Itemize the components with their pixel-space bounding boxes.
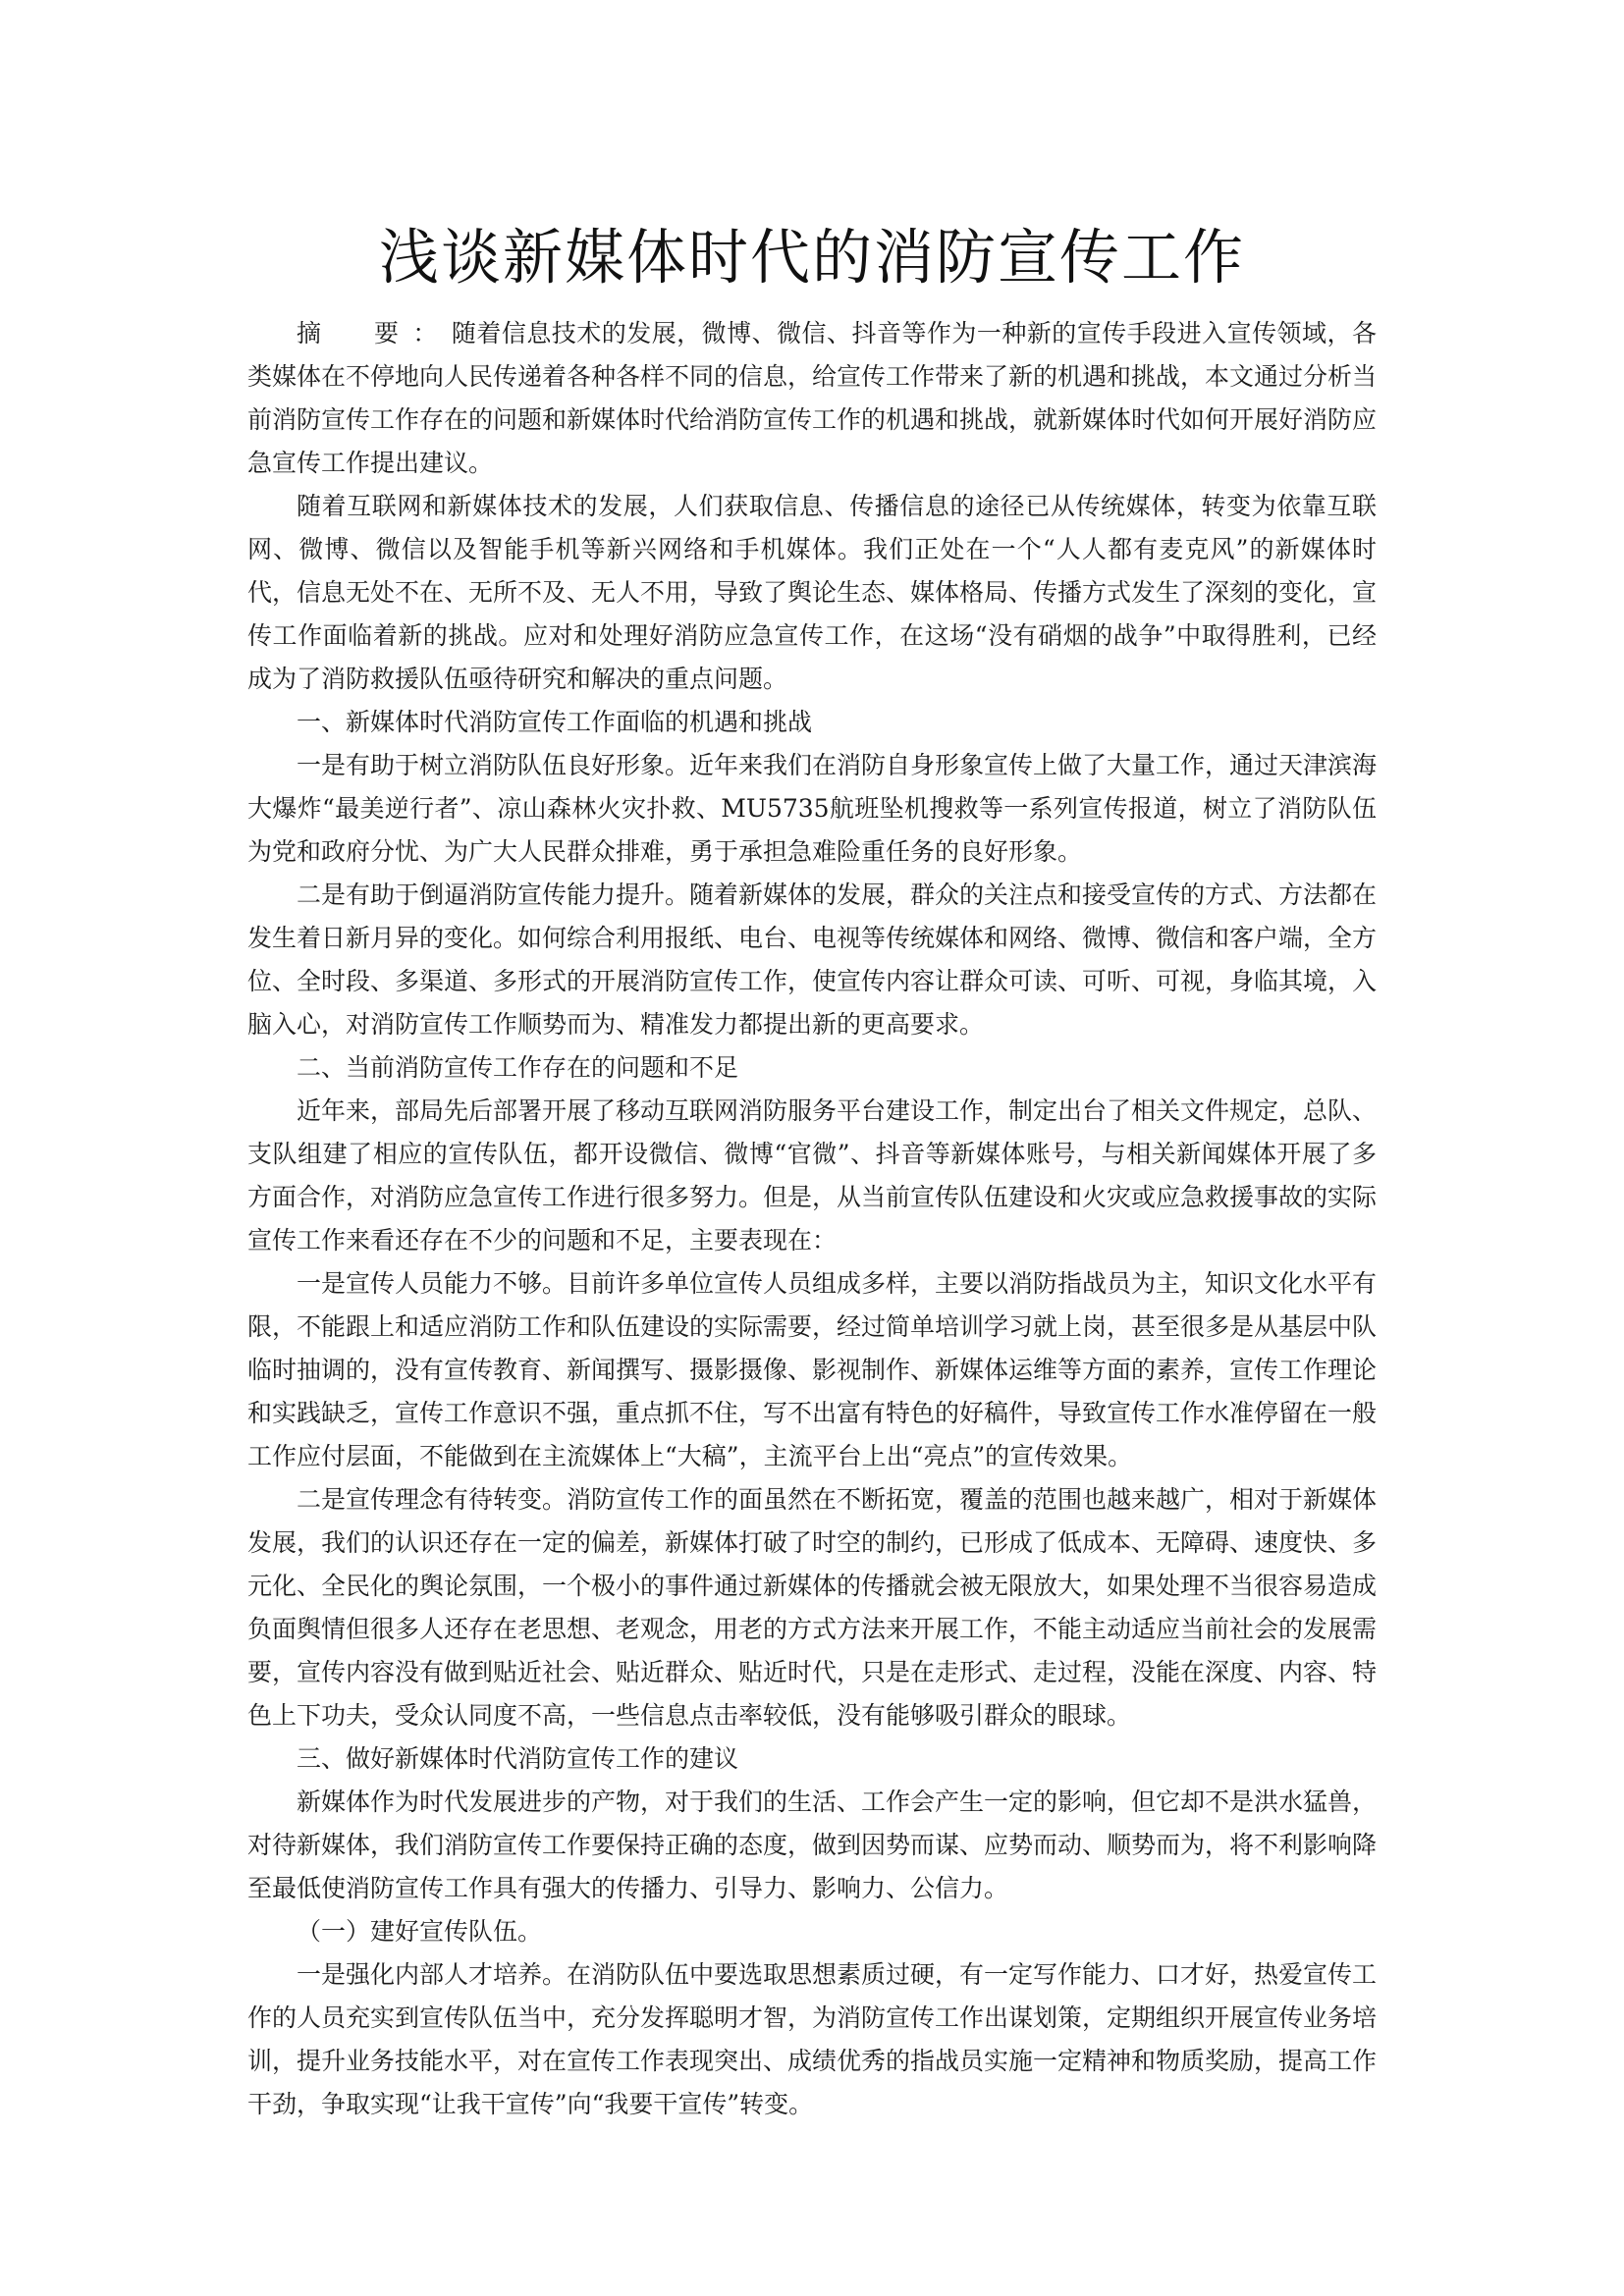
body-paragraph: 二是宣传理念有待转变。消防宣传工作的面虽然在不断拓宽，覆盖的范围也越来越广，相对于新媒体发展，我们的认识还存在一定的偏差，新媒体打破了时空的制约，已形成了低成本、无障碍、速度快、多元化、全民化的舆论氛围，一个极小的事件通过新媒体的传播就会被无限放大，如果处理不当很容易造成负面舆情但很多人还存在老思想、老观念，用老的方式方法来开展工作，不能主动适应当前社会的发展需要，宣传内容没有做到贴近社会、贴近群众、贴近时代，只是在走形式、走过程，没能在深度、内容、特色上下功夫，受众认同度不高，一些信息点击率较低，没有能够吸引群众的眼球。: [247, 1485, 1378, 1730]
body-paragraph: 一是强化内部人才培养。在消防队伍中要选取思想素质过硬，有一定写作能力、口才好，热爱宣传工作的人员充实到宣传队伍当中，充分发挥聪明才智，为消防宣传工作出谋划策，定期组织开展宣传业务培训，提升业务技能水平，对在宣传工作表现突出、成绩优秀的指战员实施一定精神和物质奖励，提高工作干劲，争取实现“让我干宣传”向“我要干宣传”转变。: [247, 1960, 1378, 2118]
section-heading-3: 三、做好新媒体时代消防宣传工作的建议: [297, 1744, 739, 1773]
section-heading-1: 一、新媒体时代消防宣传工作面临的机遇和挑战: [297, 708, 813, 736]
body-paragraph: 近年来，部局先后部署开展了移动互联网消防服务平台建设工作，制定出台了相关文件规定，总队、支队组建了相应的宣传队伍，都开设微信、微博“官微”、抖音等新媒体账号，与相关新闻媒体开展了多方面合作，对消防应急宣传工作进行很多努力。但是，从当前宣传队伍建设和火灾或应急救援事故的实际宣传工作来看还存在不少的问题和不足，主要表现在：: [247, 1096, 1378, 1255]
body-paragraph: 一是有助于树立消防队伍良好形象。近年来我们在消防自身形象宣传上做了大量工作，通过天津滨海大爆炸“最美逆行者”、凉山森林火灾扑救、MU5735航班坠机搜救等一系列宣传报道，树立了消防队伍为党和政府分忧、为广大人民群众排难，勇于承担急难险重任务的良好形象。: [247, 751, 1378, 866]
body-paragraph: 二是有助于倒逼消防宣传能力提升。随着新媒体的发展，群众的关注点和接受宣传的方式、方法都在发生着日新月异的变化。如何综合利用报纸、电台、电视等传统媒体和网络、微博、微信和客户端，全方位、全时段、多渠道、多形式的开展消防宣传工作，使宣传内容让群众可读、可听、可视，身临其境，入脑入心，对消防宣传工作顺势而为、精准发力都提出新的更高要求。: [247, 881, 1378, 1039]
document-title: 浅谈新媒体时代的消防宣传工作: [378, 223, 1245, 293]
body-paragraph: 一是宣传人员能力不够。目前许多单位宣传人员组成多样，主要以消防指战员为主，知识文化水平有限，不能跟上和适应消防工作和队伍建设的实际需要，经过简单培训学习就上岗，甚至很多是从基层中队临时抽调的，没有宣传教育、新闻撰写、摄影摄像、影视制作、新媒体运维等方面的素养，宣传工作理论和实践缺乏，宣传工作意识不强，重点抓不住，写不出富有特色的好稿件，导致宣传工作水准停留在一般工作应付层面，不能做到在主流媒体上“大稿”，主流平台上出“亮点”的宣传效果。: [247, 1269, 1378, 1470]
abstract-text: 随着信息技术的发展，微博、微信、抖音等作为一种新的宣传手段进入宣传领域，各类媒体在不停地向人民传递着各种各样不同的信息，给宣传工作带来了新的机遇和挑战，本文通过分析当前消防宣传工作存在的问题和新媒体时代给消防宣传工作的机遇和挑战，就新媒体时代如何开展好消防应急宣传工作提出建议。: [247, 319, 1378, 477]
subsection-heading-1: （一）建好宣传队伍。: [297, 1917, 543, 1946]
abstract-label: 摘 要：: [297, 319, 452, 347]
abstract-paragraph: [247, 312, 1377, 485]
section-heading-2: 二、当前消防宣传工作存在的问题和不足: [297, 1053, 739, 1082]
body-paragraph-intro: 随着互联网和新媒体技术的发展，人们获取信息、传播信息的途径已从传统媒体，转变为依靠互联网、微博、微信以及智能手机等新兴网络和手机媒体。我们正处在一个“人人都有麦克风”的新媒体时代，信息无处不在、无所不及、无人不用，导致了舆论生态、媒体格局、传播方式发生了深刻的变化，宣传工作面临着新的挑战。应对和处理好消防应急宣传工作，在这场“没有硝烟的战争”中取得胜利，已经成为了消防救援队伍亟待研究和解决的重点问题。: [247, 492, 1378, 693]
body-paragraph: 新媒体作为时代发展进步的产物，对于我们的生活、工作会产生一定的影响，但它却不是洪水猛兽，对待新媒体，我们消防宣传工作要保持正确的态度，做到因势而谋、应势而动、顺势而为，将不利影响降至最低使消防宣传工作具有强大的传播力、引导力、影响力、公信力。: [247, 1788, 1378, 1902]
